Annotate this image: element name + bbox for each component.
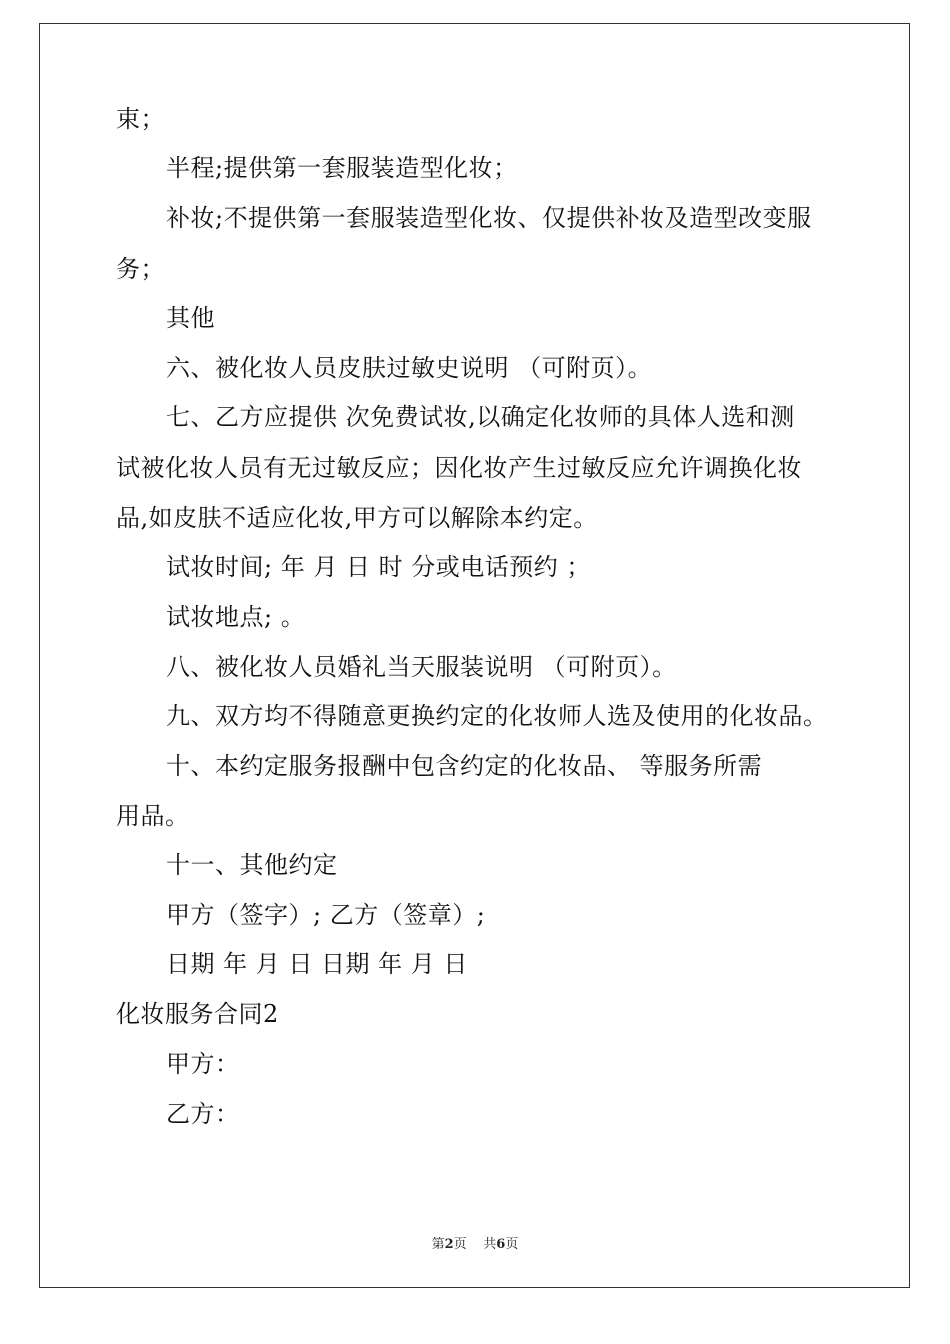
text-line: 十、本约定服务报酬中包含约定的化妆品、 等服务所需 <box>166 752 763 780</box>
page-number: 2 <box>444 1237 454 1252</box>
document-heading: 化妆服务合同2 <box>116 1000 279 1028</box>
text-line: 务； <box>116 255 165 283</box>
text-line: 试妆时间; 年 月 日 时 分或电话预约 ； <box>166 553 591 581</box>
text-line: 日期 年 月 日 日期 年 月 日 <box>166 950 468 978</box>
text-line: 试妆地点; 。 <box>166 603 306 631</box>
text-line: 甲方（签字）; 乙方（签章）; <box>166 901 486 929</box>
text-line: 七、乙方应提供 次免费试妆,以确定化妆师的具体人选和测 <box>166 403 795 431</box>
total-pages: 6 <box>496 1237 506 1252</box>
page-footer <box>0 1233 950 1252</box>
text-line: 乙方： <box>166 1100 240 1128</box>
text-line: 补妆;不提供第一套服装造型化妆、仅提供补妆及造型改变服 <box>166 204 812 232</box>
text-line: 六、被化妆人员皮肤过敏史说明 （可附页）。 <box>166 354 653 382</box>
text-line: 用品。 <box>116 802 190 830</box>
page-label-suffix: 页 <box>453 1237 467 1252</box>
text-line: 其他 <box>166 304 215 332</box>
text-line: 甲方： <box>166 1050 240 1078</box>
total-label-prefix: 共 <box>483 1237 497 1252</box>
text-line: 试被化妆人员有无过敏反应；因化妆产生过敏反应允许调换化妆 <box>116 454 802 482</box>
text-line: 十一、其他约定 <box>166 851 338 879</box>
text-line: 品,如皮肤不适应化妆,甲方可以解除本约定。 <box>116 504 598 532</box>
text-line: 束； <box>116 105 165 133</box>
total-label-suffix: 页 <box>505 1237 519 1252</box>
text-line: 九、双方均不得随意更换约定的化妆师人选及使用的化妆品。 <box>166 702 828 730</box>
text-line: 半程;提供第一套服装造型化妆； <box>166 154 518 182</box>
text-line: 八、被化妆人员婚礼当天服装说明 （可附页）。 <box>166 653 677 681</box>
page-label-prefix: 第 <box>431 1237 445 1252</box>
